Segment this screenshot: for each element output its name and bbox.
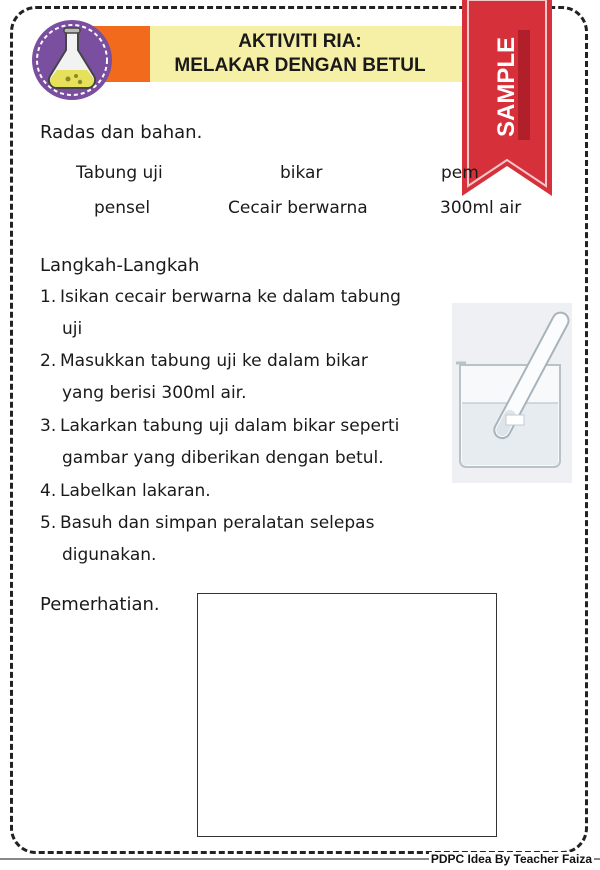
- material-item: Tabung uji: [76, 163, 163, 183]
- beaker-test-tube-photo: [452, 303, 572, 483]
- step-text-continued: digunakan.: [62, 545, 157, 565]
- steps-heading: Langkah-Langkah: [40, 255, 200, 276]
- material-item: 300ml air: [440, 198, 522, 218]
- activity-title: [150, 30, 450, 78]
- step-number: 5.: [40, 513, 57, 533]
- step-text: Basuh dan simpan peralatan selepas: [60, 513, 375, 533]
- step-item: [40, 345, 368, 409]
- step-text: Masukkan tabung uji ke dalam bikar: [60, 351, 368, 371]
- step-text-continued: yang berisi 300ml air.: [62, 383, 247, 403]
- title-line-1: AKTIVITI RIA:: [238, 31, 362, 52]
- material-item: pensel: [94, 198, 151, 218]
- step-item: [40, 475, 211, 507]
- step-text: Labelkan lakaran.: [60, 481, 211, 501]
- material-item: Cecair berwarna: [228, 198, 368, 218]
- step-item: [40, 281, 401, 345]
- step-text-continued: uji: [62, 319, 83, 339]
- material-item: pem: [441, 163, 479, 183]
- sample-badge-text: SAMPLE: [493, 36, 520, 137]
- flask-icon: [30, 18, 114, 102]
- observation-drawing-box[interactable]: [197, 593, 497, 837]
- step-number: 3.: [40, 416, 57, 436]
- material-item: bikar: [280, 163, 323, 183]
- materials-heading: Radas dan bahan.: [40, 122, 203, 143]
- step-number: 4.: [40, 481, 57, 501]
- footer-credit: PDPC Idea By Teacher Faiza: [430, 852, 592, 866]
- step-item: [40, 410, 399, 474]
- observation-heading: Pemerhatian.: [40, 594, 160, 615]
- step-number: 2.: [40, 351, 57, 371]
- step-item: [40, 507, 374, 571]
- step-text: Lakarkan tabung uji dalam bikar seperti: [60, 416, 400, 436]
- title-line-2: MELAKAR DENGAN BETUL: [174, 55, 426, 76]
- step-number: 1.: [40, 287, 57, 307]
- step-text-continued: gambar yang diberikan dengan betul.: [62, 448, 384, 468]
- step-text: Isikan cecair berwarna ke dalam tabung: [60, 287, 401, 307]
